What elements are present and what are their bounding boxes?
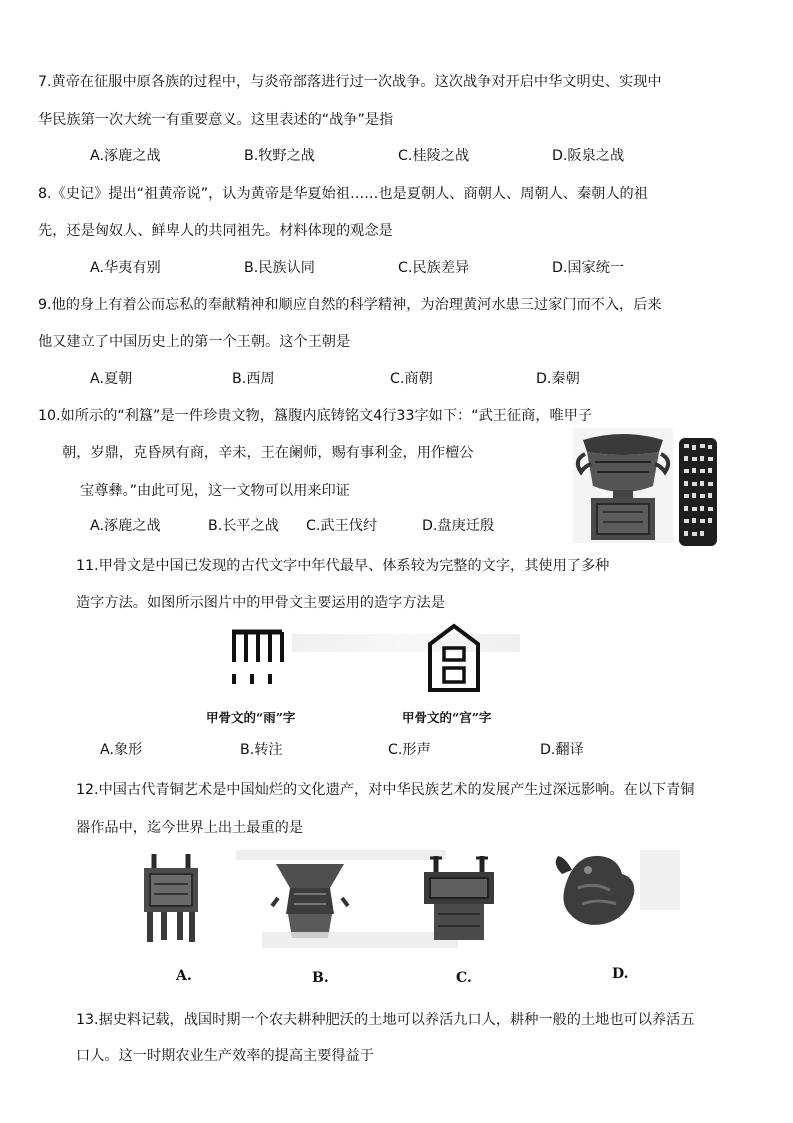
q7-option-c: C.桂陵之战 bbox=[398, 148, 470, 164]
q9-option-d: D.秦朝 bbox=[536, 371, 580, 387]
q9-option-c: C.商朝 bbox=[390, 371, 433, 387]
bronze-label-c: C. bbox=[456, 970, 472, 986]
q9-option-b: B.西周 bbox=[232, 371, 275, 387]
q10-stem-line2: 朝，岁鼎，克昏夙有商，辛未，王在阑师，赐有事利金，用作檀公 bbox=[62, 445, 474, 461]
q11-option-a: A.象形 bbox=[100, 742, 143, 758]
q7-option-b: B.牧野之战 bbox=[244, 148, 315, 164]
caption-rain-glyph: 甲骨文的“雨”字 bbox=[206, 710, 296, 725]
q11-stem-line2: 造字方法。如图所示图片中的甲骨文主要运用的造字方法是 bbox=[76, 595, 445, 611]
q11-option-d: D.翻译 bbox=[540, 742, 584, 758]
bleed-through-smudge bbox=[292, 634, 520, 652]
q10-option-b: B.长平之战 bbox=[208, 518, 279, 534]
bronze-label-b: B. bbox=[312, 970, 329, 986]
bronze-option-a-image bbox=[140, 850, 202, 945]
bleed-through-smudge bbox=[640, 850, 680, 910]
q7-option-a: A.涿鹿之战 bbox=[90, 148, 161, 164]
q10-option-d: D.盘庚迁殷 bbox=[422, 518, 495, 534]
li-gui-vessel-image bbox=[573, 428, 673, 543]
q8-option-b: B.民族认同 bbox=[244, 260, 315, 276]
q13-stem-line2: 口人。这一时期农业生产效率的提高主要得益于 bbox=[76, 1048, 374, 1064]
inscription-rubbing-image bbox=[677, 436, 719, 548]
q10-stem-line1: 10.如所示的“利簋”是一件珍贵文物，簋腹内底铸铭文4行33字如下：“武王征商，唯甲子 bbox=[38, 408, 593, 424]
q9-stem-line2: 他又建立了中国历史上的第一个王朝。这个王朝是 bbox=[38, 334, 351, 350]
oracle-palace-glyph-image bbox=[424, 620, 484, 696]
q9-stem-line1: 9.他的身上有着公而忘私的奉献精神和顺应自然的科学精神，为治理黄河水患三过家门而不入，后来 bbox=[38, 297, 662, 313]
q9-option-a: A.夏朝 bbox=[90, 371, 133, 387]
bronze-option-c-image bbox=[420, 852, 498, 944]
q11-option-b: B.转注 bbox=[240, 742, 283, 758]
caption-palace-glyph: 甲骨文的“宫”字 bbox=[402, 710, 492, 725]
q13-stem-line1: 13.据史料记载，战国时期一个农夫耕种肥沃的土地可以养活九口人，耕种一般的土地也可以养活五 bbox=[76, 1012, 695, 1028]
bronze-label-a: A. bbox=[176, 968, 192, 984]
q8-stem-line1: 8.《史记》提出“祖黄帝说”，认为黄帝是华夏始祖……也是夏朝人、商朝人、周朝人、秦朝人的祖 bbox=[38, 186, 648, 202]
q7-stem-line2: 华民族第一次大统一有重要意义。这里表述的“战争”是指 bbox=[38, 112, 394, 128]
bleed-through-smudge bbox=[236, 850, 446, 860]
q10-stem-line3: 宝尊彝。”由此可见，这一文物可以用来印证 bbox=[80, 483, 350, 499]
bronze-option-d-image bbox=[548, 848, 642, 932]
q8-option-a: A.华夷有别 bbox=[90, 260, 161, 276]
q10-option-a: A.涿鹿之战 bbox=[90, 518, 161, 534]
bronze-label-d: D. bbox=[612, 966, 629, 982]
q8-option-d: D.国家统一 bbox=[552, 260, 625, 276]
q8-option-c: C.民族差异 bbox=[398, 260, 470, 276]
q10-option-c: C.武王伐纣 bbox=[306, 518, 378, 534]
q12-stem-line1: 12.中国古代青铜艺术是中国灿烂的文化遗产，对中华民族艺术的发展产生过深远影响。在以下青铜 bbox=[76, 782, 695, 798]
q7-stem-line1: 7.黄帝在征服中原各族的过程中，与炎帝部落进行过一次战争。这次战争对开启中华文明史、实现中 bbox=[38, 74, 662, 90]
q12-stem-line2: 器作品中，迄今世界上出土最重的是 bbox=[76, 820, 304, 836]
bronze-option-b-image bbox=[270, 858, 350, 942]
q11-option-c: C.形声 bbox=[388, 742, 431, 758]
oracle-rain-glyph-image bbox=[224, 622, 294, 692]
q11-stem-line1: 11.甲骨文是中国已发现的古代文字中年代最早、体系较为完整的文字，其使用了多种 bbox=[76, 558, 610, 574]
q8-stem-line2: 先，还是匈奴人、鲜卑人的共同祖先。材料体现的观念是 bbox=[38, 223, 393, 239]
q7-option-d: D.阪泉之战 bbox=[552, 148, 625, 164]
